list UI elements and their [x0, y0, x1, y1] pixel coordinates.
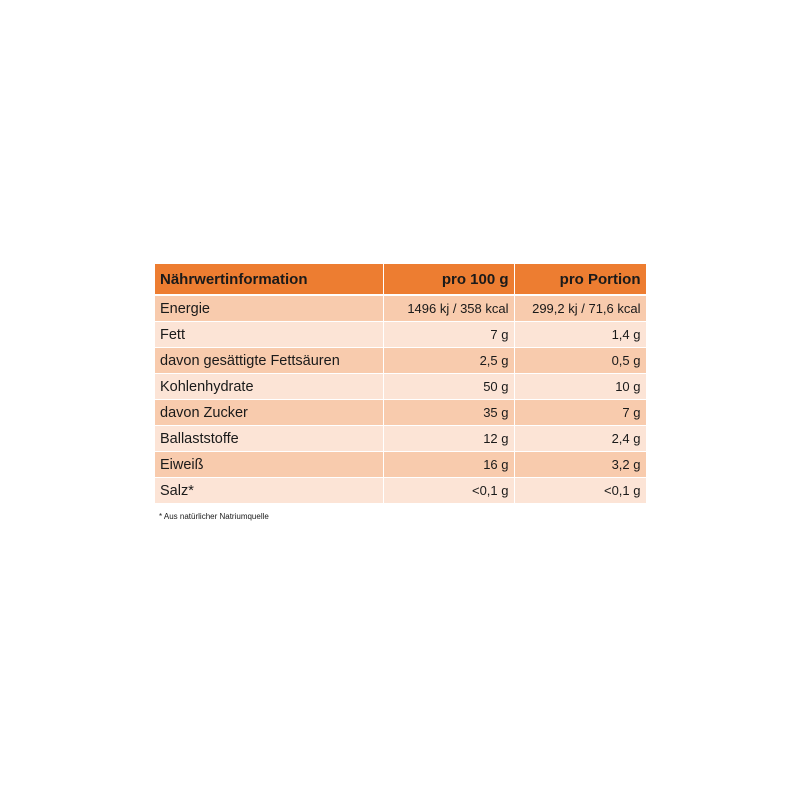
nutrient-name: davon Zucker [155, 400, 383, 426]
nutrient-name: Eiweiß [155, 452, 383, 478]
footnote: * Aus natürlicher Natriumquelle [159, 512, 269, 521]
header-per-100g: pro 100 g [383, 264, 514, 295]
nutrition-facts-panel [155, 264, 646, 521]
value-per-100g: 16 g [383, 452, 514, 478]
table-row [155, 452, 646, 478]
table-row [155, 426, 646, 452]
table-row [155, 348, 646, 374]
value-per-portion: 7 g [514, 400, 646, 426]
value-per-100g: <0,1 g [383, 478, 514, 504]
table-row [155, 322, 646, 348]
table-row [155, 374, 646, 400]
nutrient-name: Kohlenhydrate [155, 374, 383, 400]
value-per-100g: 1496 kj / 358 kcal [383, 295, 514, 322]
value-per-100g: 35 g [383, 400, 514, 426]
value-per-100g: 2,5 g [383, 348, 514, 374]
value-per-portion: 3,2 g [514, 452, 646, 478]
value-per-100g: 12 g [383, 426, 514, 452]
header-per-portion: pro Portion [514, 264, 646, 295]
value-per-portion: 0,5 g [514, 348, 646, 374]
value-per-portion: 10 g [514, 374, 646, 400]
header-nutrient: Nährwertinformation [155, 264, 383, 295]
value-per-portion: <0,1 g [514, 478, 646, 504]
nutrient-name: davon gesättigte Fettsäuren [155, 348, 383, 374]
value-per-100g: 50 g [383, 374, 514, 400]
value-per-portion: 299,2 kj / 71,6 kcal [514, 295, 646, 322]
table-row [155, 478, 646, 504]
nutrient-name: Fett [155, 322, 383, 348]
nutrient-name: Salz* [155, 478, 383, 504]
value-per-portion: 2,4 g [514, 426, 646, 452]
nutrition-table [155, 264, 647, 504]
nutrient-name: Ballaststoffe [155, 426, 383, 452]
table-row [155, 295, 646, 322]
table-row [155, 400, 646, 426]
table-header-row [155, 264, 646, 295]
value-per-100g: 7 g [383, 322, 514, 348]
nutrient-name: Energie [155, 295, 383, 322]
value-per-portion: 1,4 g [514, 322, 646, 348]
